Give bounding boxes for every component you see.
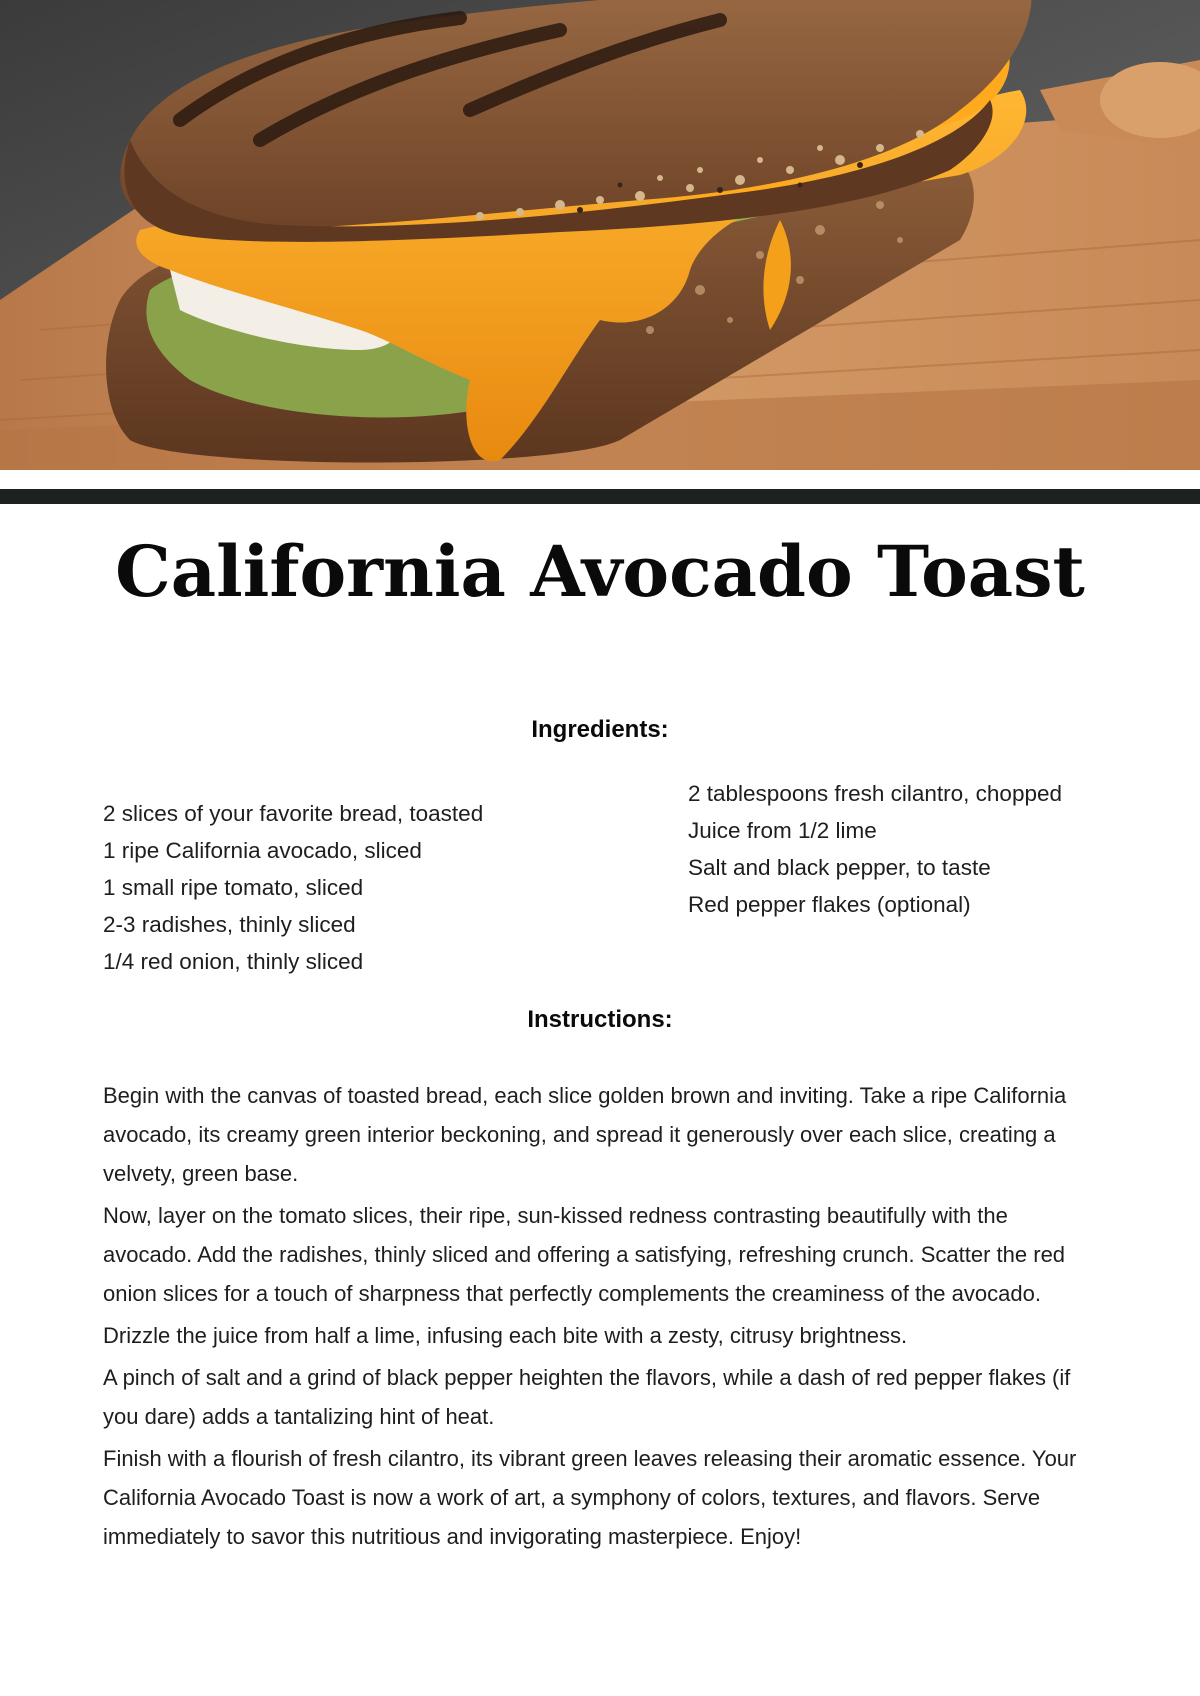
instruction-paragraph: Drizzle the juice from half a lime, infusing each bite with a zesty, citrusy brightness.	[103, 1323, 908, 1348]
instructions-body	[103, 1076, 1103, 1559]
ingredient-item: Juice from 1/2 lime	[688, 818, 877, 843]
ingredient-item: 1 ripe California avocado, sliced	[103, 838, 422, 863]
ingredient-item: 1/4 red onion, thinly sliced	[103, 949, 364, 974]
instruction-paragraph: Now, layer on the tomato slices, their ripe, sun-kissed redness contrasting beautifully with the avocado. Add the radishes, thinly sliced and offering a satisfying, refreshing crunch. Scatter the red onion slices for a touch of sharpness that perfectly complements the creaminess of the avocado.	[103, 1203, 1066, 1306]
sandwich-photo	[0, 0, 1200, 470]
instructions-heading: Instructions:	[527, 1006, 673, 1033]
ingredient-item: 2 tablespoons fresh cilantro, chopped	[688, 781, 1062, 806]
instruction-paragraph: A pinch of salt and a grind of black pepper heighten the flavors, while a dash of red pepper flakes (if you dare) adds a tantalizing hint of heat.	[103, 1365, 1071, 1429]
hero-image	[0, 0, 1200, 470]
ingredient-item: 2 slices of your favorite bread, toasted	[103, 801, 484, 826]
hero-spacer	[0, 470, 1200, 489]
ingredient-item: Red pepper flakes (optional)	[688, 892, 971, 917]
ingredient-item: 1 small ripe tomato, sliced	[103, 875, 364, 900]
ingredients-list-right	[688, 775, 1148, 923]
divider-bar	[0, 489, 1200, 504]
ingredients-heading: Ingredients:	[531, 716, 669, 743]
ingredient-item: Salt and black pepper, to taste	[688, 855, 991, 880]
instruction-paragraph: Begin with the canvas of toasted bread, each slice golden brown and inviting. Take a ripe California avocado, its creamy green interior beckoning, and spread it generously over each slice, creating a velvety, green base.	[103, 1083, 1067, 1186]
instruction-paragraph: Finish with a flourish of fresh cilantro, its vibrant green leaves releasing their aromatic essence. Your California Avocado Toast is now a work of art, a symphony of colors, textures, and flavors. Serve immediately to savor this nutritious and invigorating masterpiece. Enjoy!	[103, 1446, 1077, 1549]
ingredient-item: 2-3 radishes, thinly sliced	[103, 912, 356, 937]
ingredients-list-left	[103, 795, 643, 980]
page-title: California Avocado Toast	[115, 530, 1085, 613]
